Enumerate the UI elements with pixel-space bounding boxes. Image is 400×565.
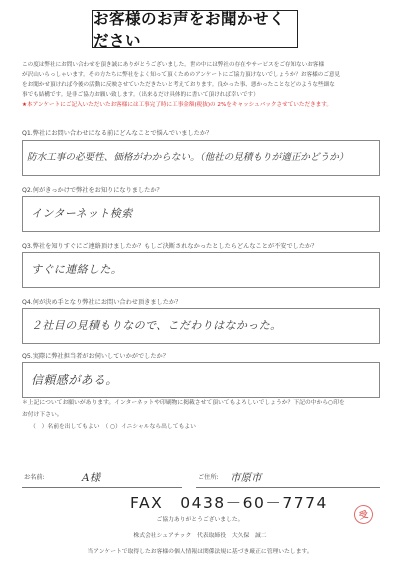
intro-line: この度は弊社にお問い合わせを頂き誠にありがとうございました。世の中には弊社の存在やサービスをご存知ないお客様	[22, 62, 325, 68]
intro-line: をお聞かせ頂ければ今後の活動に反映させていただきたいと考えております。良かった事、悪かったことなどのような些細な	[22, 82, 335, 88]
question-1-label: Q1.弊社にお問い合わせになる前にどんなことで悩んでいましたか？	[22, 130, 213, 137]
intro-line: が沢山いらっしゃいます。その方たちに弊社をよく知って頂くためのアンケートにご協力頂けないでしょうか？お客様のご意見	[22, 72, 341, 78]
received-stamp: 受	[352, 503, 375, 526]
answer-1-box	[22, 140, 380, 176]
answer-2-box	[22, 196, 380, 232]
answer-1-text: 防水工事の必要性、価格がわからない。（他社の見積もりが適正かどうか）	[27, 152, 349, 163]
answer-4-box	[22, 308, 380, 344]
intro-line: 事でも結構です。是非ご協力お願い致します。（出来るだけ具体的に書いて頂ければ幸いです）	[22, 92, 259, 98]
answer-5-text: 信頼感がある。	[31, 373, 118, 387]
answer-3-text: すぐに連絡した。	[31, 263, 123, 276]
address-field	[196, 470, 380, 488]
remark-line: お付け下さい。	[22, 412, 63, 418]
remark-line: ＊上記についてお願いがあります。インターネットや印刷物に掲載させて頂いてもよろしいでしょうか？下記の中から○印を	[22, 400, 345, 406]
name-value: A様	[82, 472, 101, 484]
answer-4-text: ２社目の見積もりなので、こだわりはなかった。	[31, 319, 282, 332]
answer-3-box	[22, 252, 380, 288]
address-label: ご住所:	[198, 474, 219, 481]
address-value: 市原市	[230, 472, 262, 484]
survey-title: お客様のお声をお聞かせください	[92, 10, 298, 48]
question-3-label: Q3.弊社を知りすぐにご連絡頂けましたか？もしご決断されなかったとしたらどんなことが不安でしたか？	[22, 243, 318, 250]
privacy-text: 当アンケートで取得したお客様の個人情報は関係法規に基づき厳正に管理いたします。	[87, 549, 313, 555]
intro-text	[22, 60, 382, 110]
thanks-text: ご協力ありがとうございました。	[156, 517, 244, 523]
cashback-notice: ★本アンケートにご記入いただいたお客様には工事完了時に工事金額(税抜)の 2%をキャッシュバックさせていただきます。	[22, 102, 333, 108]
publication-options: （ ）名前を出してもよい （ ○）イニシャルなら出してもよい	[30, 424, 196, 430]
answer-5-box	[22, 362, 380, 398]
question-2-label: Q2.何がきっかけで弊社をお知りになりましたか？	[22, 187, 163, 194]
question-4-label: Q4.何が決め手となり弊社にお問い合わせ頂きましたか？	[22, 299, 182, 306]
answer-2-text: インターネット検索	[31, 207, 133, 220]
name-label: お名前:	[24, 474, 45, 481]
publication-remark	[22, 397, 382, 433]
question-5-label: Q5.実際に弊社担当者がお伺いしていかがでしたか？	[22, 353, 169, 360]
name-field	[22, 470, 182, 488]
company-text: 株式会社シェアテック 代表取締役 大久保 誠二	[133, 533, 267, 539]
fax-number: FAX 0438－60－7774	[130, 494, 328, 512]
